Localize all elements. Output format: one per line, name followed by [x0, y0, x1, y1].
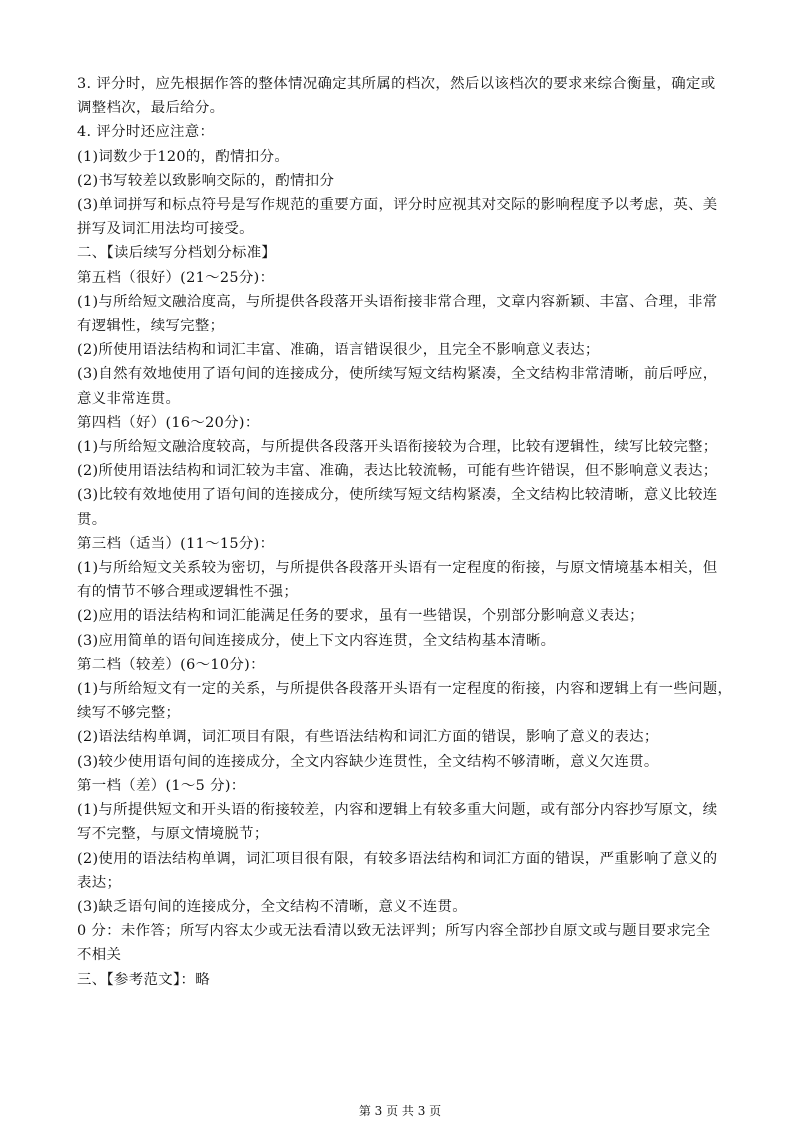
text-line: 意义非常连贯。: [77, 390, 181, 407]
text-line: (1)与所提供短文和开头语的衔接较差，内容和逻辑上有较多重大问题，或有部分内容抄写原文，续: [77, 802, 718, 819]
text-line: (2)使用的语法结构单调，词汇项目很有限，有较多语法结构和词汇方面的错误，严重影响了意义的: [77, 850, 718, 867]
text-line: (1)与所给短文融洽度较高，与所提供各段落开头语衔接较为合理，比较有逻辑性，续写比较完整；: [77, 439, 718, 456]
text-line: 贯。: [77, 511, 107, 528]
text-line: 续写不够完整；: [77, 705, 181, 722]
text-line: 3. 评分时，应先根据作答的整体情况确定其所属的档次，然后以该档次的要求来综合衡量，确定或: [77, 76, 716, 92]
text-line: 有的情节不够合理或逻辑性不强；: [77, 584, 299, 601]
text-line: 写不完整，与原文情境脱节；: [77, 826, 269, 843]
text-line: (3)自然有效地使用了语句间的连接成分，使所续写短文结构紧凑，全文结构非常清晰，前后呼应，: [77, 366, 718, 383]
text-line: 表达；: [77, 874, 122, 891]
text-line: 有逻辑性，续写完整；: [77, 318, 225, 335]
section-heading: 二、【读后续写分档划分标准】: [77, 245, 277, 262]
text-line: (3)缺乏语句间的连接成分，全文结构不清晰，意义不连贯。: [77, 898, 467, 915]
level-heading: 第三档（适当）(11～15分)：: [77, 535, 275, 552]
document-body: [77, 72, 737, 992]
level-heading: 第四档（好）(16～20分)：: [77, 414, 260, 431]
text-line: (3)应用简单的语句间连接成分，使上下文内容连贯，全文结构基本清晰。: [77, 632, 556, 649]
text-line: (1)与所给短文关系较为密切，与所提供各段落开头语有一定程度的衔接，与原文情境基本相关，但: [77, 560, 718, 577]
level-heading: 第一档（差）(1～5 分)：: [77, 777, 246, 794]
text-line: 拼写及词汇用法均可接受。: [77, 221, 254, 238]
level-heading: 第二档（较差）(6～10分)：: [77, 656, 265, 673]
level-heading: 第五档（很好）(21～25分)：: [77, 269, 275, 286]
text-line: 4. 评分时还应注意：: [77, 124, 215, 141]
text-line: (1)词数少于120的，酌情扣分。: [77, 148, 290, 165]
text-line: 0 分：未作答；所写内容太少或无法看清以致无法评判；所写内容全部抄自原文或与题目要求完全: [77, 923, 711, 940]
section-heading: 三、【参考范文】：略: [77, 971, 211, 988]
text-line: (3)较少使用语句间的连接成分，全文内容缺少连贯性，全文结构不够清晰，意义欠连贯。: [77, 753, 659, 770]
text-line: (2)所使用语法结构和词汇丰富、准确，语言错误很少，且完全不影响意义表达；: [77, 342, 600, 359]
text-line: (1)与所给短文有一定的关系，与所提供各段落开头语有一定程度的衔接，内容和逻辑上有一些问题，: [77, 681, 733, 698]
text-line: (2)书写较差以致影响交际的，酌情扣分: [77, 172, 335, 189]
text-line: (3)比较有效地使用了语句间的连接成分，使所续写短文结构紧凑，全文结构比较清晰，意义比较连: [77, 487, 718, 504]
page-footer: 第 3 页 共 3 页: [358, 1104, 442, 1118]
text-line: 调整档次，最后给分。: [77, 100, 225, 117]
text-line: (3)单词拼写和标点符号是写作规范的重要方面，评分时应视其对交际的影响程度予以考虑，英、美: [77, 197, 718, 214]
text-line: (1)与所给短文融洽度高，与所提供各段落开头语衔接非常合理，文章内容新颖、丰富、合理，非常: [77, 293, 718, 310]
text-line: (2)语法结构单调，词汇项目有限，有些语法结构和词汇方面的错误，影响了意义的表达；: [77, 729, 659, 746]
text-line: (2)所使用语法结构和词汇较为丰富、准确，表达比较流畅，可能有些许错误，但不影响意义表达；: [77, 463, 718, 480]
text-line: (2)应用的语法结构和词汇能满足任务的要求，虽有一些错误，个别部分影响意义表达；: [77, 608, 644, 625]
text-line: 不相关: [77, 947, 122, 964]
